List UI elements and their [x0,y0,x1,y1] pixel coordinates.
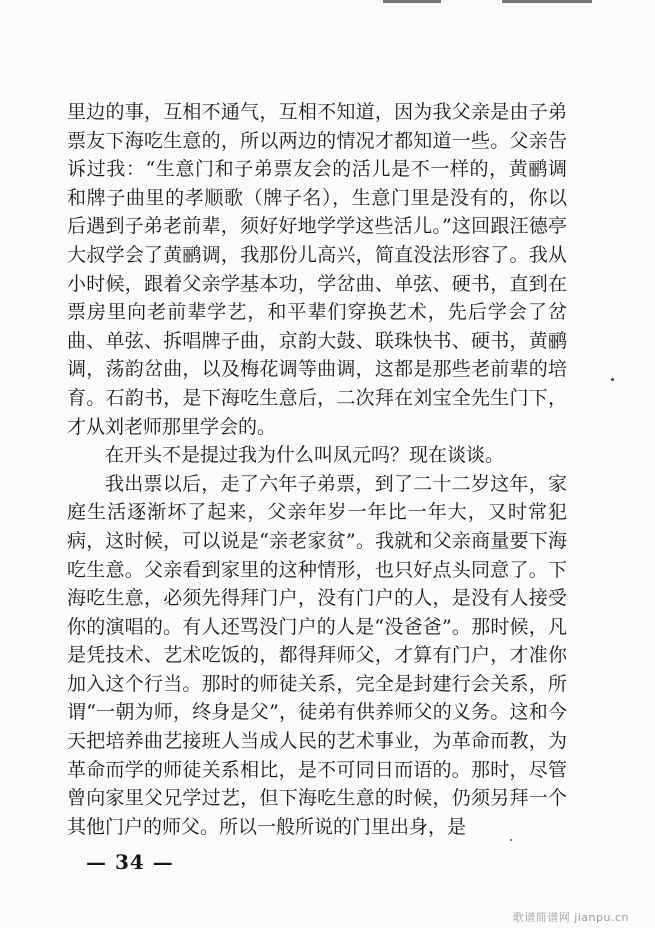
top-edge-mark [502,0,592,3]
body-text [67,98,567,841]
paragraph-continued: 里边的事，互相不通气，互相不知道，因为我父亲是由子弟票友下海吃生意的，所以两边的情况才都知道一些。父亲告诉过我：“生意门和子弟票友会的活儿是不一样的，黄鹂调和牌子曲里的孝顺歌（牌子名），生意门里是没有的，你以后遇到子弟老前辈，须好好地学学这些活儿。”这回跟汪德亭大叔学会了黄鹂调，我那份儿高兴，简直没法形容了。我从小时候，跟着父亲学基本功，学岔曲、单弦、硬书，直到在票房里向老前辈学艺，和平辈们穿换艺术，先后学会了岔曲、单弦、拆唱牌子曲，京韵大鼓、联珠快书、硬书，黄鹂调，荡韵岔曲，以及梅花调等曲调，这都是那些老前辈的培育。石韵书，是下海吃生意后，二次拜在刘宝全先生门下，才从刘老师那里学会的。 [67,101,567,438]
top-edge-mark [383,0,441,3]
paragraph: 在开头不是提过我为什么叫凤元吗？现在谈谈。 [105,444,505,467]
scan-speck [611,378,614,381]
paragraph: 我出票以后，走了六年子弟票，到了二十二岁这年，家庭生活逐渐坏了起来，父亲年岁一年比一年大，又时常犯病，这时候，可以说是“亲老家贫”。我就和父亲商量要下海吃生意。父亲看到家里的这种情形，也只好点头同意了。下海吃生意，必须先得拜门户，没有门户的人，是没有人接受你的演唱的。有人还骂没门户的人是“没爸爸”。那时候，凡是凭技术、艺术吃饭的，都得拜师父，才算有门户，才准你加入这个行当。那时的师徒关系，完全是封建行会关系，所谓“一朝为师，终身是父”，徒弟有供养师父的义务。这和今天把培养曲艺接班人当成人民的艺术事业，为革命而教，为革命而学的师徒关系相比，是不可同日而语的。那时，尽管曾向家里父兄学过艺，但下海吃生意的时候，仍须另拜一个其他门户的师父。所以一般所说的门里出身，是 [67,472,567,838]
page-number: — 34 — [86,850,174,874]
scan-speck [510,839,512,841]
site-watermark: 歌谱简谱网 jianpu.cn [512,911,629,924]
